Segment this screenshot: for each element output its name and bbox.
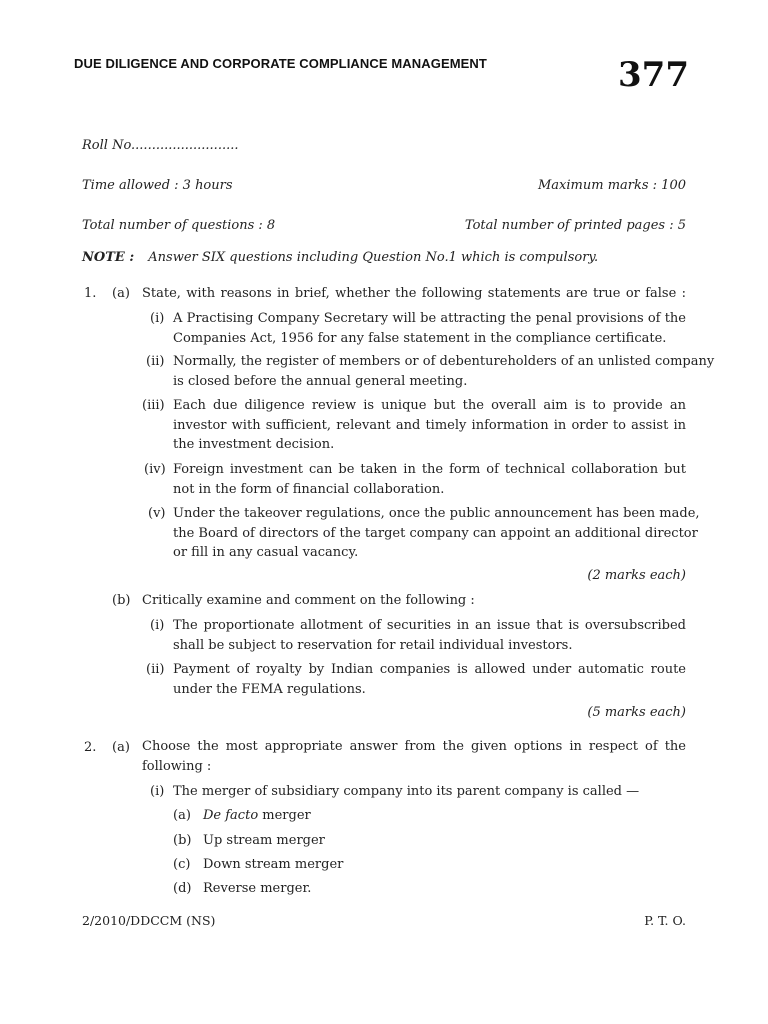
item-line: Each due diligence review is unique but the overall aim is to provide an [173,398,686,413]
footer-paper-code: 2/2010/DDCCM (NS) [82,913,216,928]
instructions-note [82,250,692,265]
item-line: A Practising Company Secretary will be attracting the penal provisions of the [173,311,686,326]
question-1b-label: (b) [112,593,131,608]
roman-numeral: (i) [150,618,165,633]
option-a-italic: De facto [203,808,259,823]
item-line: the Board of directors of the target company can appoint an additional director [173,525,698,541]
paper-title: DUE DILIGENCE AND CORPORATE COMPLIANCE MANAGEMENT [74,56,487,71]
option-a-rest: merger [258,808,311,823]
item-line: shall be subject to reservation for retail individual investors. [173,637,573,653]
item-line: following : [142,758,212,774]
roll-number: Roll No.......................... [82,138,239,153]
roman-numeral: (i) [150,311,165,326]
maximum-marks: Maximum marks : 100 [537,178,686,193]
item-line: or fill in any casual vacancy. [173,545,359,560]
question-2a-sub-roman: (i) [150,784,165,799]
question-2a-sub-text: The merger of subsidiary company into its parent company is called — [173,784,640,799]
item-line: Choose the most appropriate answer from the given options in respect of the [142,739,686,754]
item-line: Normally, the register of members or of debentureholders of an unlisted company [173,354,715,369]
question-1a-marks: (2 marks each) [587,568,686,583]
question-1b-text: Critically examine and comment on the following : [142,593,475,608]
roman-numeral: (ii) [146,354,165,369]
option-c-label: (c) [173,857,191,872]
option-c-text: Down stream merger [203,857,344,872]
question-1-number: 1. [84,286,97,301]
item-line: investor with sufficient, relevant and timely information in order to assist in [173,417,686,433]
time-allowed: Time allowed : 3 hours [82,178,233,193]
option-d-text: Reverse merger. [203,881,312,896]
option-a-label: (a) [173,808,191,823]
question-1a-text: State, with reasons in brief, whether the following statements are true or false : [142,286,686,301]
option-b-label: (b) [173,833,192,848]
roman-numeral: (iii) [142,398,165,413]
roman-numeral: (iv) [144,462,166,477]
option-a-text [203,808,311,823]
option-d-label: (d) [173,881,192,896]
total-pages: Total number of printed pages : 5 [464,218,686,233]
option-b-text: Up stream merger [203,833,325,848]
note-label: NOTE : [82,250,135,265]
item-line: not in the form of financial collaboration. [173,481,445,497]
question-1b-marks: (5 marks each) [587,705,686,720]
paper-code: 377 [618,55,689,95]
roman-numeral: (ii) [146,662,165,677]
item-line: Payment of royalty by Indian companies is allowed under automatic route [173,662,686,677]
item-line: the investment decision. [173,437,335,452]
item-line: The proportionate allotment of securities in an issue that is oversubscribed [173,618,686,633]
item-line: is closed before the annual general meeting. [173,373,468,389]
total-questions: Total number of questions : 8 [82,218,276,233]
note-text: Answer SIX questions including Question No.1 which is compulsory. [148,250,599,265]
question-2a-label: (a) [112,740,130,755]
item-line: Companies Act, 1956 for any false statement in the compliance certificate. [173,330,667,346]
roman-numeral: (v) [148,506,166,521]
question-1a-label: (a) [112,286,130,301]
item-line: Foreign investment can be taken in the form of technical collaboration but [173,462,686,477]
item-line: under the FEMA regulations. [173,681,366,697]
question-2-number: 2. [84,740,97,755]
footer-pto: P. T. O. [644,913,686,928]
item-line: Under the takeover regulations, once the public announcement has been made, [173,506,700,521]
